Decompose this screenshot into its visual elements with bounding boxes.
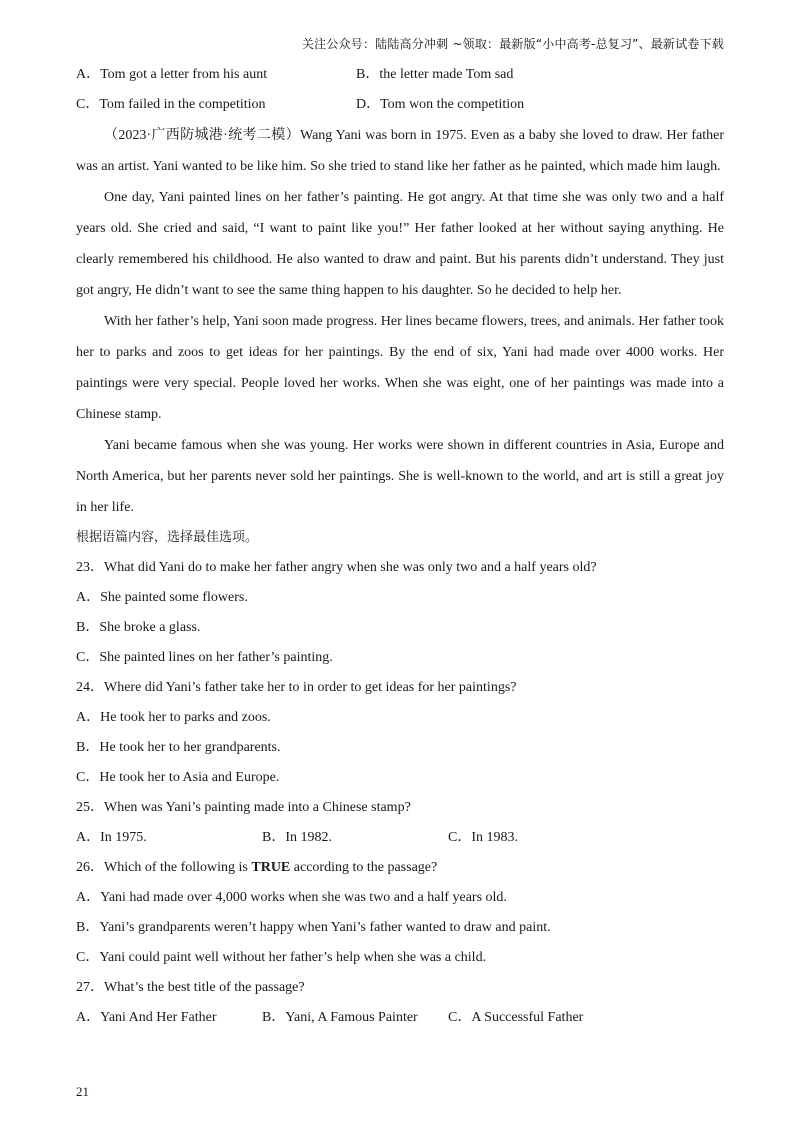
question-26-option-a: A．Yani had made over 4,000 works when she was two and a half years old. [76, 890, 507, 905]
question-24-option-a: A．He took her to parks and zoos. [76, 710, 271, 725]
question-23-option-a: A．She painted some flowers. [76, 590, 248, 605]
instruction: 根据语篇内容，选择最佳选项。 [76, 530, 259, 545]
question-25-options [76, 823, 724, 853]
content [76, 60, 724, 1033]
question-27-options [76, 1003, 724, 1033]
question-25-option-c: C．In 1983. [448, 830, 518, 845]
question-27-option-c: C．A Successful Father [448, 1010, 584, 1025]
question-26-option-b: B．Yani’s grandparents weren’t happy when Yani’s father wanted to draw and paint. [76, 920, 551, 935]
question-24-option-b: B．He took her to her grandparents. [76, 740, 281, 755]
question-23-stem: 23．What did Yani do to make her father angry when she was only two and a half years old? [76, 560, 597, 575]
passage-paragraph-1: （2023·广西防城港·统考二模）Wang Yani was born in 1975. Even as a baby she loved to draw. Her father was an artist. Yani wanted to be like him. So she tried to stand like her father as he painted, which made him laugh. [76, 128, 724, 174]
question-26-stem-start: 26．Which of the following is [76, 860, 252, 875]
prev-options-row-2 [76, 90, 724, 120]
passage-paragraph-2: One day, Yani painted lines on her father’s painting. He got angry. At that time she was only two and a half years old. She cried and said, “I want to paint like you!” Her father looked at her without saying anything. He clearly remembered his childhood. He also wanted to draw and paint. But his parents didn’t understand. They just got angry, He didn’t want to see the same thing happen to his daughter. So he decided to help her. [76, 190, 724, 298]
question-26-stem [76, 853, 724, 883]
question-25-option-a: A．In 1975. [76, 830, 147, 845]
question-23-option-c: C．She painted lines on her father’s painting. [76, 650, 333, 665]
prev-options-row-1 [76, 60, 724, 90]
question-23-option-b: B．She broke a glass. [76, 620, 201, 635]
question-24-option-c: C．He took her to Asia and Europe. [76, 770, 280, 785]
reading-passage [76, 120, 724, 523]
question-25-option-b: B．In 1982. [262, 830, 332, 845]
option-b: B．the letter made Tom sad [356, 67, 514, 82]
option-d: D．Tom won the competition [356, 97, 525, 112]
option-a: A．Tom got a letter from his aunt [76, 67, 268, 82]
question-24-stem: 24．Where did Yani’s father take her to in order to get ideas for her paintings? [76, 680, 517, 695]
header-note: 关注公众号：陆陆高分冲刺 ~领取：最新版“小中高考-总复习”、最新试卷下载 [301, 37, 724, 51]
question-27-stem: 27．What’s the best title of the passage? [76, 980, 305, 995]
passage-paragraph-4: Yani became famous when she was young. Her works were shown in different countries in Asia, Europe and North America, but her parents never sold her paintings. She is well-known to the world, and art is still a great joy in her life. [76, 438, 724, 515]
question-25-stem: 25．When was Yani’s painting made into a Chinese stamp? [76, 800, 411, 815]
question-27-option-a: A．Yani And Her Father [76, 1010, 217, 1025]
passage-paragraph-3: With her father’s help, Yani soon made progress. Her lines became flowers, trees, and animals. Her father took her to parks and zoos to get ideas for her paintings. By the end of six, Yani had made over 4000 works. Her paintings were very special. People loved her works. When she was eight, one of her paintings was made into a Chinese stamp. [76, 314, 724, 422]
question-26-option-c: C．Yani could paint well without her father’s help when she was a child. [76, 950, 487, 965]
question-27-option-b: B．Yani, A Famous Painter [262, 1010, 418, 1025]
page-number: 21 [76, 1084, 89, 1099]
question-26-stem-emphasis: TRUE [251, 860, 291, 875]
question-26-stem-end: according to the passage? [290, 860, 438, 875]
option-c: C．Tom failed in the competition [76, 97, 266, 112]
